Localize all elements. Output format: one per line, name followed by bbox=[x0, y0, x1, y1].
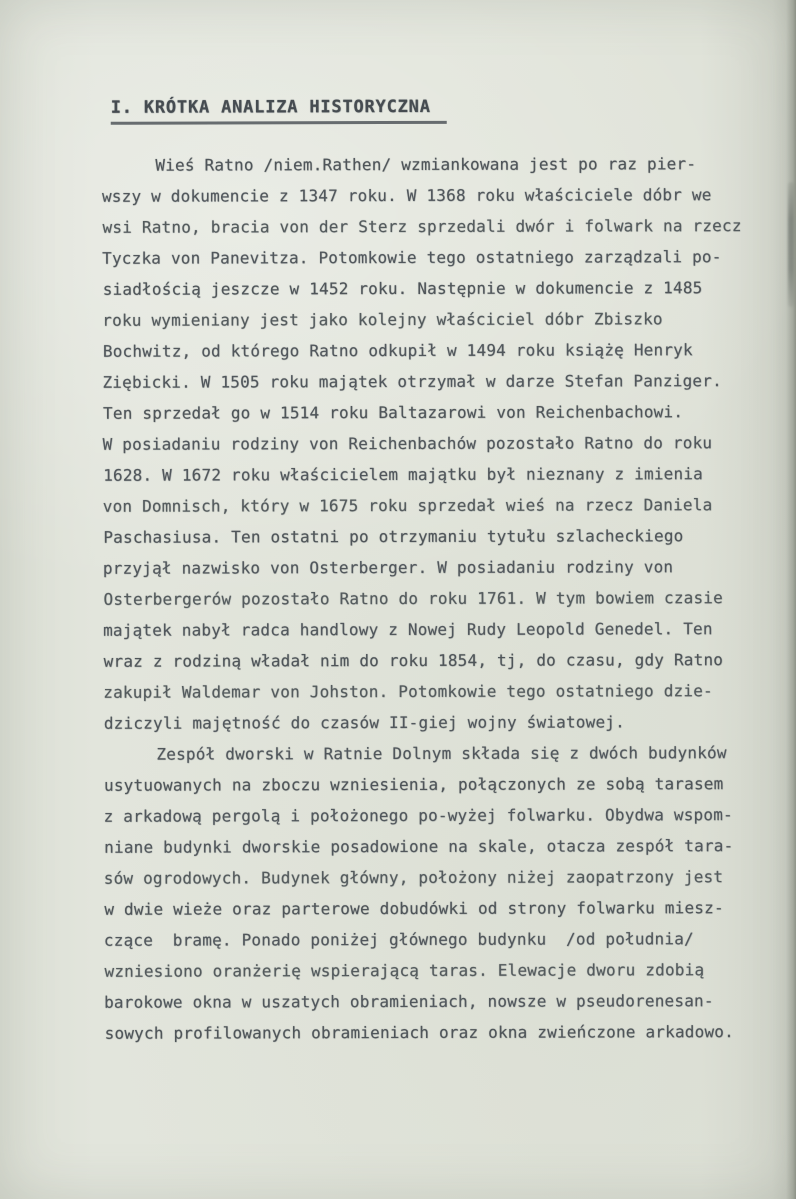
text-line: W posiadaniu rodziny von Reichenbachów pozostało Ratno do roku bbox=[102, 433, 713, 454]
text-line: wsi Ratno, bracia von der Sterz sprzedali dwór i folwark na rzecz bbox=[102, 216, 742, 237]
text-line: siadłością jeszcze w 1452 roku. Następnie w dokumencie z 1485 bbox=[102, 278, 703, 299]
text-line: sów ogrodowych. Budynek główny, położony niżej zaopatrzony jest bbox=[103, 867, 724, 888]
text-line: Osterbergerów pozostało Ratno do roku 1761. W tym bowiem czasie bbox=[103, 588, 723, 609]
text-line: usytuowanych na zboczu wzniesienia, połączonych ze sobą tarasem bbox=[103, 774, 724, 795]
text-line: przyjął nazwisko von Osterberger. W posiadaniu rodziny von bbox=[102, 557, 674, 578]
text-line: Tyczka von Panevitza. Potomkowie tego ostatniego zarządzali po- bbox=[102, 247, 722, 268]
text-line: von Domnisch, który w 1675 roku sprzedał wieś na rzecz Daniela bbox=[102, 495, 713, 516]
text-line: czące bramę. Ponado poniżej głównego budynku /od południa/ bbox=[103, 929, 694, 950]
text-line: wzniesiono oranżerię wspierającą taras. Elewacje dworu zdobią bbox=[104, 960, 705, 981]
text-line: Wieś Ratno /niem.Rathen/ wzmiankowana jest po raz pier- bbox=[155, 154, 697, 175]
text-line: Zespół dworski w Ratnie Dolnym składa się z dwóch budynków bbox=[156, 743, 727, 764]
text-line: Paschasiusa. Ten ostatni po otrzymaniu tytułu szlacheckiego bbox=[103, 526, 684, 547]
text-line: wraz z rodziną władał nim do roku 1854, tj, do czasu, gdy Ratno bbox=[103, 650, 724, 671]
text-line: w dwie wieże oraz parterowe dobudówki od strony folwarku miesz- bbox=[104, 898, 724, 919]
section-heading: I. KRÓTKA ANALIZA HISTORYCZNA bbox=[111, 97, 447, 125]
text-line: niane budynki dworskie posadowione na skale, otacza zespół tara- bbox=[104, 836, 734, 857]
text-line: barokowe okna w uszatych obramieniach, nowsze w pseudorenesan- bbox=[104, 991, 714, 1012]
text-line: sowych profilowanych obramieniach oraz okna zwieńczone arkadowo. bbox=[104, 1022, 734, 1043]
text-line: Ziębicki. W 1505 roku majątek otrzymał w darze Stefan Panziger. bbox=[102, 371, 722, 392]
text-line: roku wymieniany jest jako kolejny właściciel dóbr Zbiszko bbox=[102, 309, 663, 330]
text-line: zakupił Waldemar von Johston. Potomkowie tego ostatniego dzie- bbox=[103, 681, 713, 702]
text-line: Ten sprzedał go w 1514 roku Baltazarowi von Reichenbachowi. bbox=[102, 402, 684, 423]
text-line: z arkadową pergolą i położonego po-wyżej folwarku. Obydwa wspom- bbox=[103, 805, 733, 826]
text-line: Bochwitz, od którego Ratno odkupił w 1494 roku książę Henryk bbox=[102, 340, 693, 361]
text-line: dziczyli majętność do czasów II-giej wojny światowej. bbox=[103, 712, 625, 733]
text-line: 1628. W 1672 roku właścicielem majątku był nieznany z imienia bbox=[103, 464, 704, 485]
document-body bbox=[102, 148, 764, 1049]
text-line: wszy w dokumencie z 1347 roku. W 1368 roku właściciele dóbr we bbox=[101, 185, 712, 206]
text-line: majątek nabył radca handlowy z Nowej Rudy Leopold Genedel. Ten bbox=[103, 619, 713, 640]
